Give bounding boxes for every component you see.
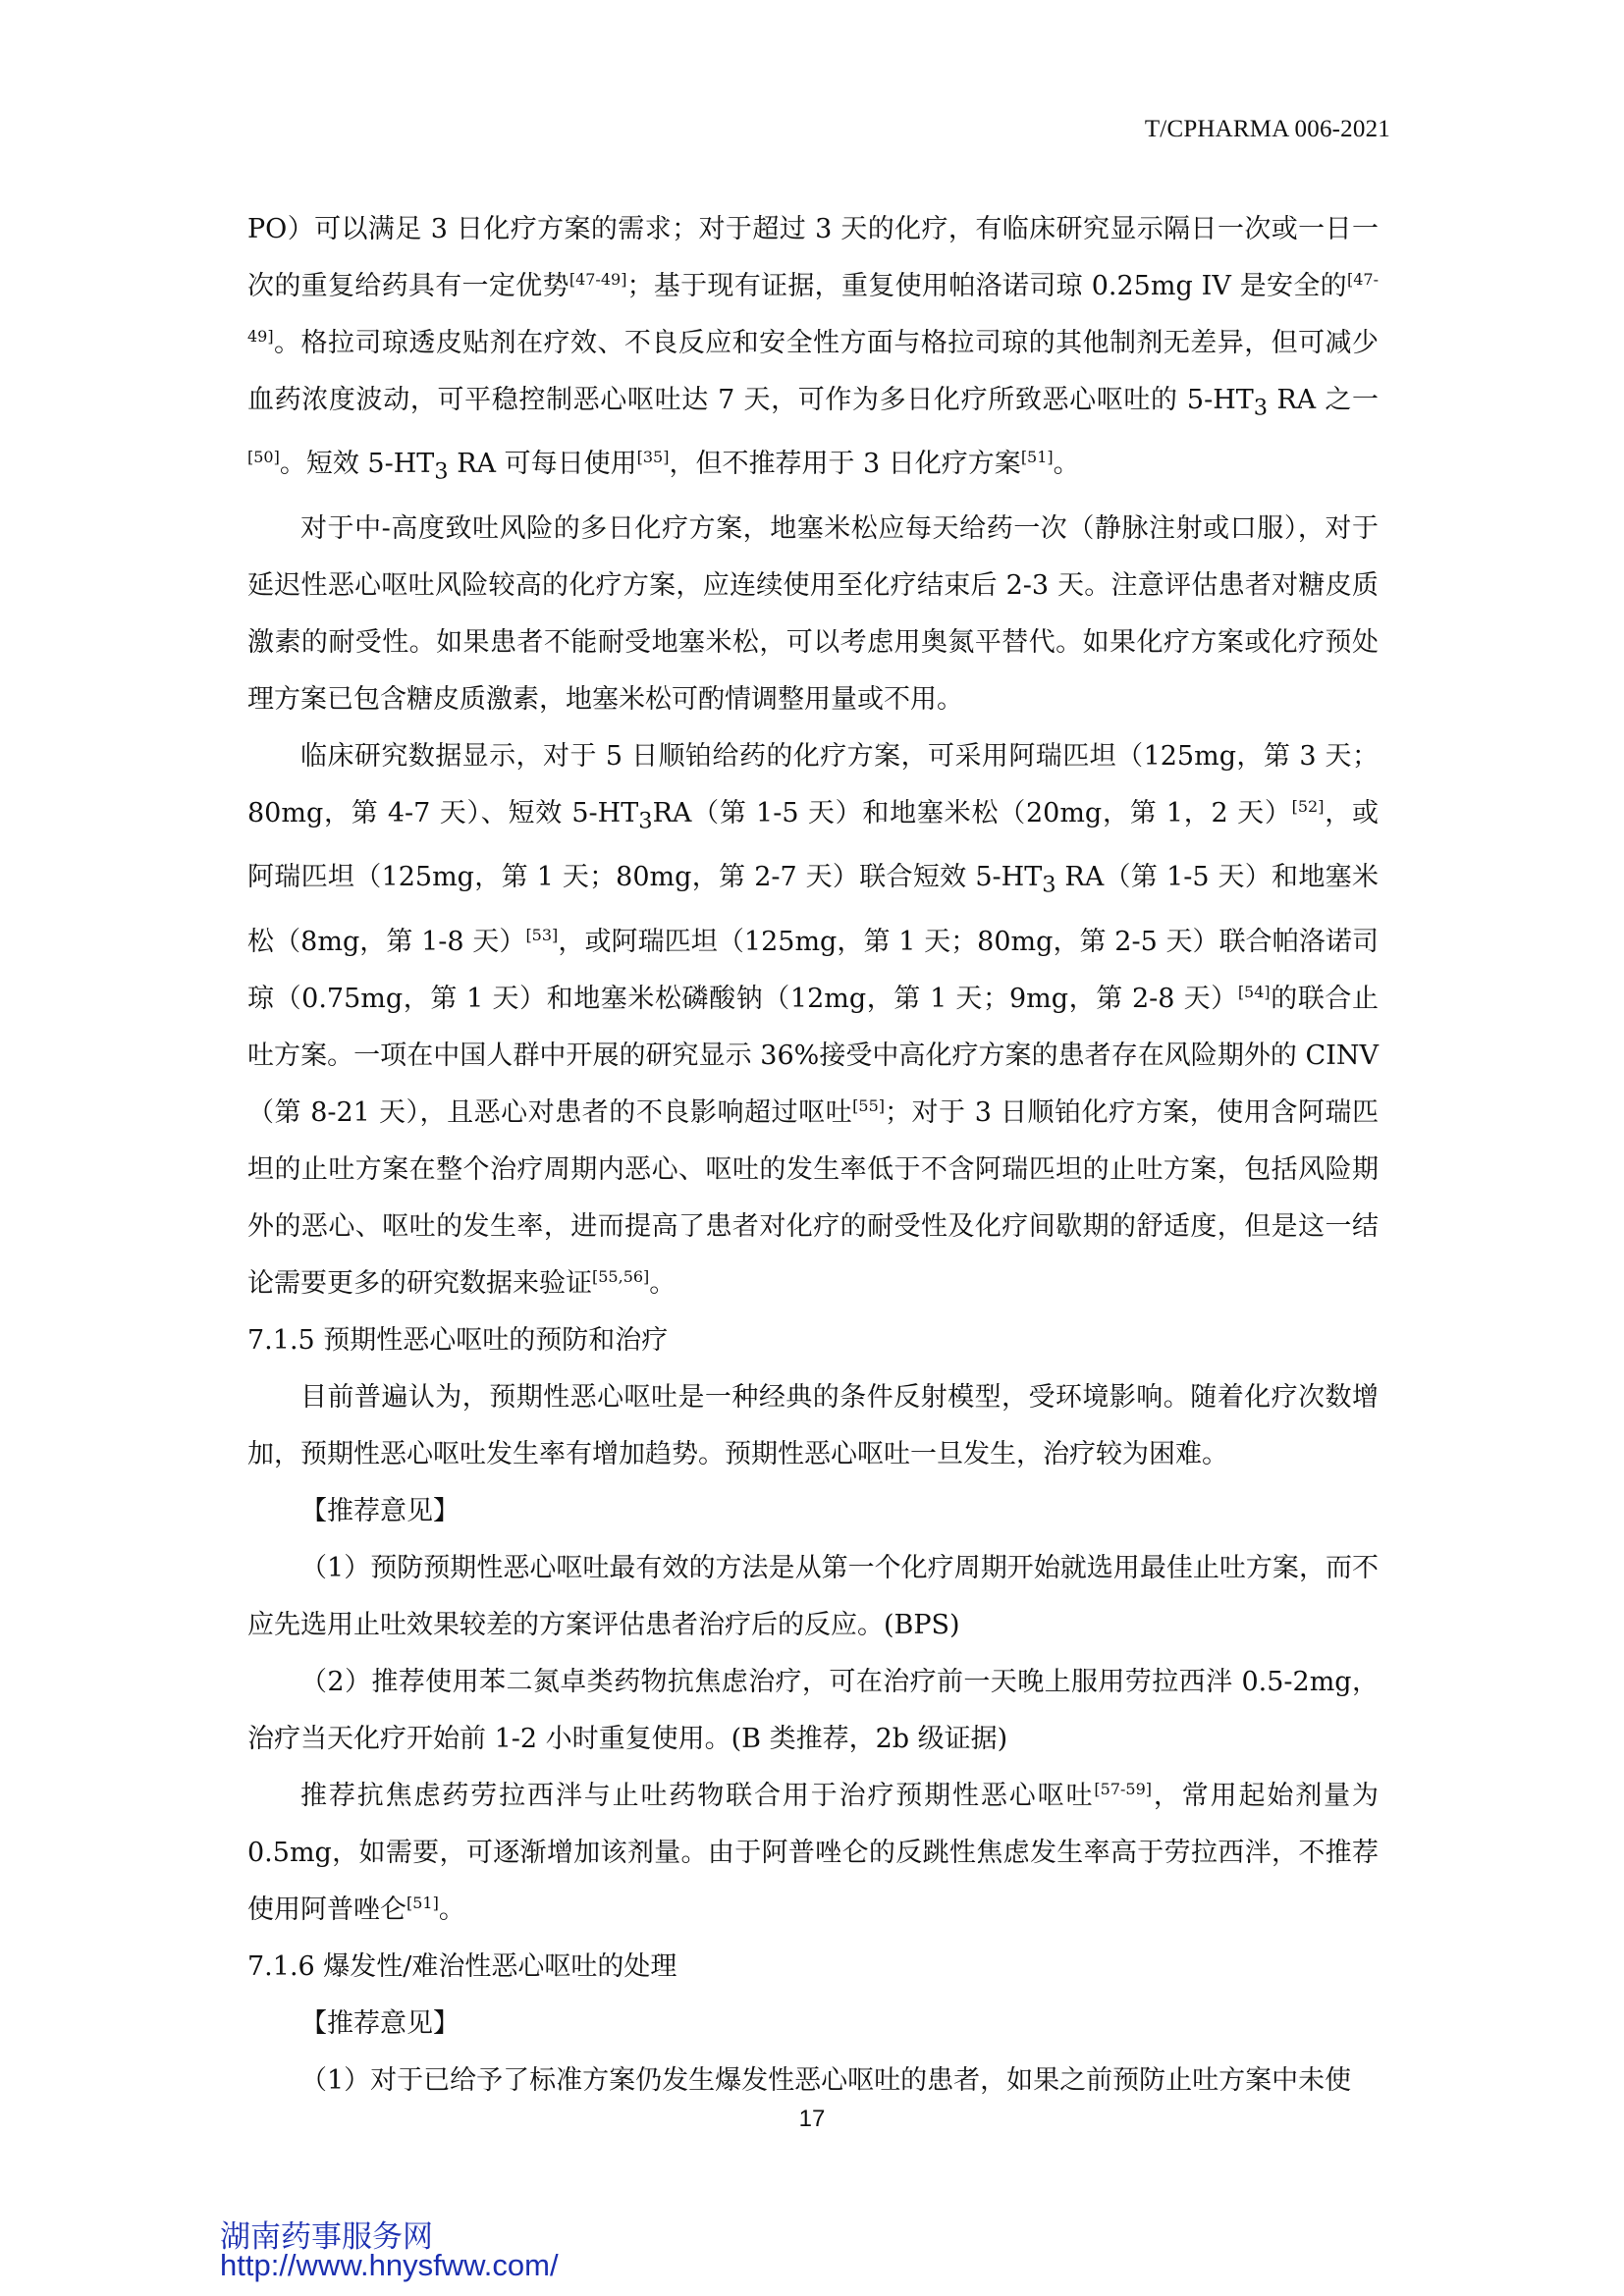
watermark-site-name: 湖南药事服务网 (220, 2219, 433, 2255)
citation: [55] (852, 1095, 885, 1115)
section-heading-7-1-5: 7.1.5 预期性恶心呕吐的预防和治疗 (247, 1324, 669, 1356)
recommendation-label: 【推荐意见】 (300, 1495, 460, 1526)
page-body (247, 201, 1379, 2109)
page-number: 17 (798, 2106, 826, 2132)
citation: [57-59] (1094, 1779, 1153, 1798)
citation: [51] (1020, 448, 1054, 467)
citation: [55,56] (592, 1266, 650, 1286)
recommendation-item-2: （2）推荐使用苯二氮卓类药物抗焦虑治疗，可在治疗前一天晚上服用劳拉西泮 0.5-2mg，治疗当天化疗开始前 1-2 小时重复使用。(B 类推荐，2b 级证据) (247, 1666, 1379, 1754)
paragraph-anticipatory-intro: 目前普遍认为，预期性恶心呕吐是一种经典的条件反射模型，受环境影响。随着化疗次数增加，预期性恶心呕吐发生率有增加趋势。预期性恶心呕吐一旦发生，治疗较为困难。 (247, 1381, 1379, 1469)
paragraph-5ht3-multiday: PO）可以满足 3 日化疗方案的需求；对于超过 3 天的化疗，有临床研究显示隔日一次或一日一次的重复给药具有一定优势[47-49]；基于现有证据，重复使用帕洛诺司琼 0.25mg IV 是安全的[47-49]。格拉司琼透皮贴剂在疗效、不良反应和安全性方面与格拉司琼的其他制剂无差异，但可减少血药浓度波动，可平稳控制恶心呕吐达 7 天，可作为多日化疗所致恶心呕吐的 $5-HT_3$ RA 之一[50]。短效 $5-HT_3$ RA 可每日使用[35]，但不推荐用于 3 日化疗方案[51]。 (247, 214, 1380, 485)
document-code-header: T/CPHARMA 006-2021 (1144, 116, 1390, 142)
paragraph-dexamethasone: 对于中-高度致吐风险的多日化疗方案，地塞米松应每天给药一次（静脉注射或口服），对于延迟性恶心呕吐风险较高的化疗方案，应连续使用至化疗结束后 2-3 天。注意评估患者对糖皮质激素的耐受性。如果患者不能耐受地塞米松，可以考虑用奥氮平替代。如果化疗方案或化疗预处理方案已包含糖皮质激素，地塞米松可酌情调整用量或不用。 (247, 512, 1379, 715)
paragraph-cisplatin-5day: 临床研究数据显示，对于 5 日顺铂给药的化疗方案，可采用阿瑞匹坦（125mg，第 3 天；80mg，第 4-7 天）、短效 $5-HT_3RA$（第 1-5 天）和地塞米松（20mg，第 1，2 天）[52]，或阿瑞匹坦（125mg，第 1 天；80mg，第 2-7 天）联合短效 $5-HT_3$ RA（第 1-5 天）和地塞米松（8mg，第 1-8 天）[53]，或阿瑞匹坦（125mg，第 1 天；80mg，第 2-5 天）联合帕洛诺司琼（0.75mg，第 1 天）和地塞米松磷酸钠（12mg，第 1 天；9mg，第 2-8 天）[54]的联合止吐方案。一项在中国人群中开展的研究显示 36%接受中高化疗方案的患者存在风险期外的 CINV（第 8-21 天），且恶心对患者的不良影响超过呕吐[55]；对于 3 日顺铂化疗方案，使用含阿瑞匹坦的止吐方案在整个治疗周期内恶心、呕吐的发生率低于不含阿瑞匹坦的止吐方案，包括风险期外的恶心、呕吐的发生率，进而提高了患者对化疗的耐受性及化疗间歇期的舒适度，但是这一结论需要更多的研究数据来验证[55,56]。 (247, 740, 1380, 1299)
watermark-url[interactable]: http://www.hnysfww.com/ (220, 2248, 559, 2282)
citation: [51] (406, 1893, 439, 1912)
recommendation-label: 【推荐意见】 (300, 2007, 460, 2039)
citation: [54] (1237, 982, 1271, 1001)
recommendation-item-1: （1）对于已给予了标准方案仍发生爆发性恶心呕吐的患者，如果之前预防止吐方案中未使 (300, 2064, 1352, 2096)
section-heading-7-1-6: 7.1.6 爆发性/难治性恶心呕吐的处理 (247, 1950, 677, 1982)
citation: [47-49] (247, 270, 1380, 346)
paragraph-lorazepam: 推荐抗焦虑药劳拉西泮与止吐药物联合用于治疗预期性恶心呕吐[57-59]，常用起始剂量为 0.5mg，如需要，可逐渐增加该剂量。由于阿普唑仑的反跳性焦虑发生率高于劳拉西泮，不推荐使用阿普唑仑[51]。 (247, 1779, 1380, 1925)
citation: [47-49] (568, 270, 627, 289)
citation: [53] (525, 925, 559, 944)
citation: [35] (636, 448, 670, 467)
citation: [52] (1291, 796, 1325, 816)
citation: [50] (247, 448, 280, 467)
recommendation-item-1: （1）预防预期性恶心呕吐最有效的方法是从第一个化疗周期开始就选用最佳止吐方案，而不应先选用止吐效果较差的方案评估患者治疗后的反应。(BPS) (247, 1552, 1379, 1640)
